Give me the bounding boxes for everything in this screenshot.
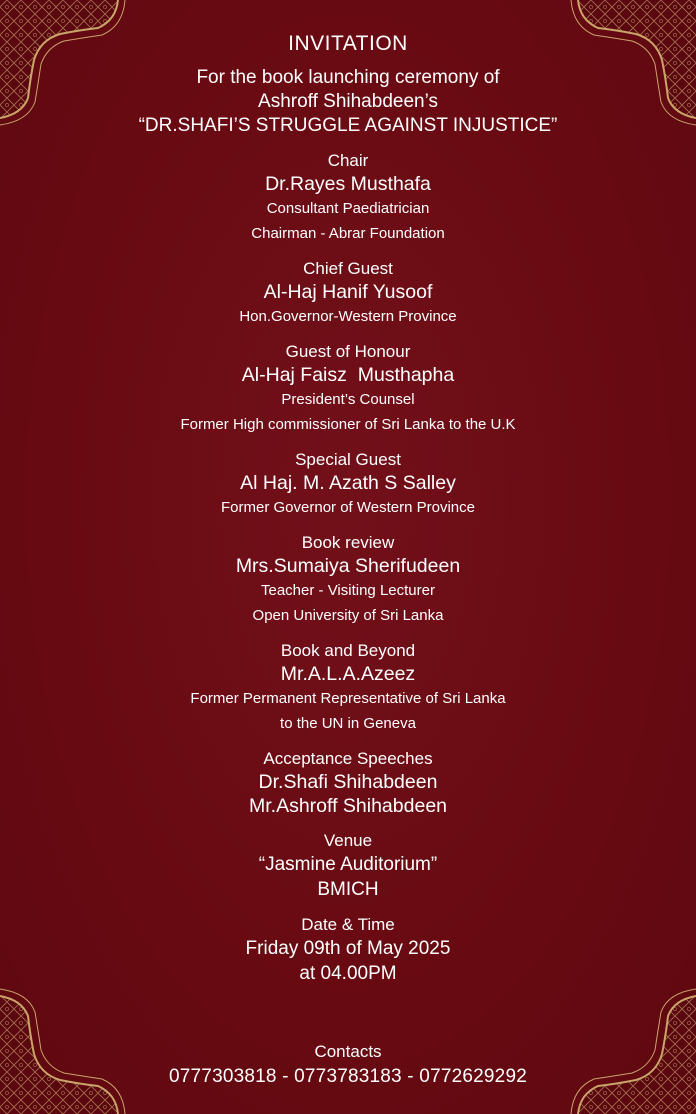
- date-line: Friday 09th of May 2025: [245, 938, 451, 959]
- guest-of-honour-desc-2: Former High commissioner of Sri Lanka to the U.K: [180, 416, 516, 433]
- special-guest-name: Al Haj. M. Azath S Salley: [240, 472, 456, 494]
- date-time-section: [0, 914, 696, 986]
- time-line: at 04.00PM: [299, 963, 397, 984]
- book-and-beyond-desc-2: to the UN in Geneva: [280, 715, 416, 732]
- chief-guest-name: Al-Haj Hanif Yusoof: [263, 281, 433, 303]
- chief-guest-section: [0, 258, 696, 329]
- guest-of-honour-desc-1: President’s Counsel: [281, 391, 415, 408]
- acceptance-name-2: Mr.Ashroff Shihabdeen: [248, 795, 448, 817]
- guest-of-honour-name: Al-Haj Faisz Musthapha: [241, 364, 455, 386]
- book-review-role: Book review: [301, 533, 395, 552]
- contacts-role: Contacts: [314, 1042, 382, 1061]
- chair-section: [0, 150, 696, 246]
- contacts-section: [0, 1040, 696, 1090]
- invitation-title: INVITATION: [288, 32, 408, 55]
- venue-section: [0, 830, 696, 902]
- intro-line-1: For the book launching ceremony of: [196, 67, 500, 88]
- book-and-beyond-section: [0, 640, 696, 736]
- date-time-role: Date & Time: [301, 915, 395, 934]
- chief-guest-desc-1: Hon.Governor-Western Province: [239, 308, 457, 325]
- guest-of-honour-section: [0, 341, 696, 437]
- book-review-name: Mrs.Sumaiya Sherifudeen: [235, 555, 461, 577]
- venue-line-2: BMICH: [317, 879, 379, 900]
- intro-block: [0, 66, 696, 138]
- acceptance-name-1: Dr.Shafi Shihabdeen: [258, 771, 438, 793]
- intro-line-2: Ashroff Shihabdeen’s: [258, 91, 438, 112]
- book-and-beyond-name: Mr.A.L.A.Azeez: [280, 663, 416, 685]
- book-review-desc-1: Teacher - Visiting Lecturer: [261, 582, 435, 599]
- book-and-beyond-role: Book and Beyond: [280, 641, 416, 660]
- venue-role: Venue: [323, 831, 373, 850]
- special-guest-desc-1: Former Governor of Western Province: [221, 499, 475, 516]
- guest-of-honour-role: Guest of Honour: [285, 342, 411, 361]
- book-review-desc-2: Open University of Sri Lanka: [252, 607, 444, 624]
- acceptance-role: Acceptance Speeches: [263, 749, 433, 768]
- acceptance-section: [0, 748, 696, 818]
- venue-line-1: “Jasmine Auditorium”: [258, 854, 438, 875]
- chief-guest-role: Chief Guest: [303, 259, 393, 278]
- chair-name: Dr.Rayes Musthafa: [265, 173, 431, 195]
- chair-desc-2: Chairman - Abrar Foundation: [251, 225, 445, 242]
- chair-desc-1: Consultant Paediatrician: [266, 200, 430, 217]
- invitation-content: [0, 30, 696, 986]
- chair-role: Chair: [327, 151, 369, 170]
- contact-numbers: 0777303818 - 0773783183 - 0772629292: [169, 1066, 527, 1087]
- special-guest-role: Special Guest: [295, 450, 401, 469]
- book-title: “DR.SHAFI’S STRUGGLE AGAINST INJUSTICE”: [138, 115, 558, 136]
- book-and-beyond-desc-1: Former Permanent Representative of Sri Lanka: [190, 690, 506, 707]
- special-guest-section: [0, 449, 696, 520]
- book-review-section: [0, 532, 696, 628]
